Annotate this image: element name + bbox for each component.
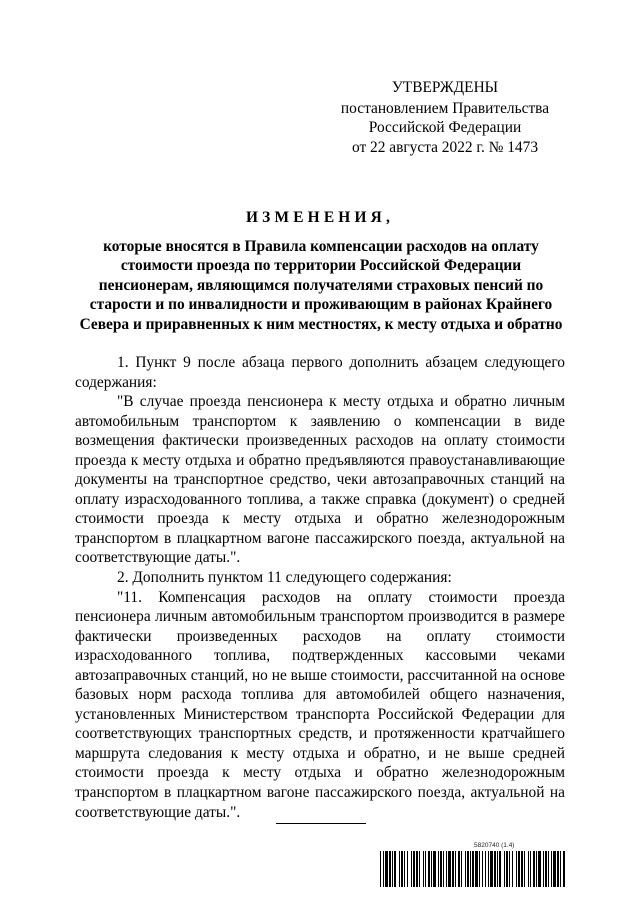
approval-heading: УТВЕРЖДЕНЫ xyxy=(391,79,499,96)
approval-line-2: Российской Федерации xyxy=(368,119,522,136)
closing-divider xyxy=(276,823,366,824)
document-body xyxy=(75,353,565,822)
paragraph-3: 2. Дополнить пунктом 11 следующего содержания: xyxy=(117,569,452,587)
barcode-icon xyxy=(380,851,565,887)
document-title: ИЗМЕНЕНИЯ, xyxy=(245,209,395,226)
paragraph-4: "11. Компенсация расходов на оплату стоимости проезда пенсионера личным автомобильным транспортом производится в размере фактически произведенных расходов на оплату стоимости израсходованного топлива, подтвержденных кассовыми чеками автозаправочных станций, но не выше стоимости, рассчитанной на основе базовых норм расхода топлива для автомобилей общего назначения, установленных Министерством транспорта Российской Федерации для соответствующих транспортных средств, и протяженности кратчайшего маршрута следования к месту отдыха и обратно, и не выше средней стоимости проезда к месту отдыха и обратно железнодорожным транспортом в плацкартном вагоне пассажирского поезда, актуальной на соответствующие даты.". xyxy=(75,588,565,821)
barcode-label: 5820740 (1.4) xyxy=(474,842,515,849)
document-subtitle: которые вносятся в Правила компенсации расходов на оплату стоимости проезда по территории Российской Федерации пенсионерам, являющимся получателями страховых пенсий по старости и по инвалидности и проживающим в районах Крайнего Севера и приравненных к ним местностях, к месту отдыха и обратно xyxy=(79,238,563,333)
approval-line-1: постановлением Правительства xyxy=(340,99,550,117)
approval-block xyxy=(330,78,560,157)
paragraph-2: "В случае проезда пенсионера к месту отдыха и обратно личным автомобильным транспортом к заявлению о компенсации в виде возмещения фактически произведенных расходов на оплату стоимости проезда к месту отдыха и обратно предъявляются правоустанавливающие документы на транспортное средство, чеки автозаправочных станций на оплату израсходованного топлива, а также справка (документ) о средней стоимости проезда к месту отдыха и обратно железнодорожным транспортом в плацкартном вагоне пассажирского поезда, актуальной на соответствующие даты.". xyxy=(75,393,565,567)
paragraph-1: 1. Пункт 9 после абзаца первого дополнить абзацем следующего содержания: xyxy=(75,354,565,391)
approval-line-3: от 22 августа 2022 г. № 1473 xyxy=(351,138,539,156)
